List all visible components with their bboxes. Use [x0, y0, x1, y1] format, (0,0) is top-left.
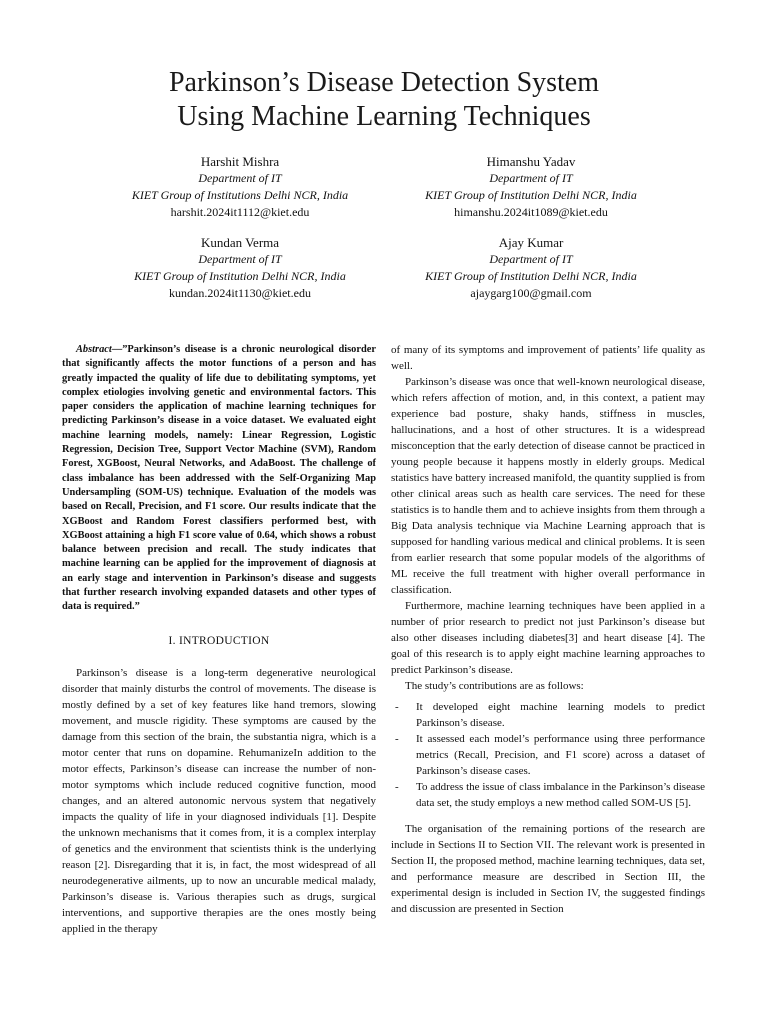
author-institution: KIET Group of Institution Delhi NCR, India: [134, 269, 346, 283]
author-email: himanshu.2024it1089@kiet.edu: [454, 205, 608, 219]
intro-paragraph-1: Parkinson’s disease is a long-term degenerative neurological disorder that mainly disturbs the control of movements. The disease is mostly defined by a set of key features like hand tremors, slowing movement, and muscle rigidity. These symptoms are caused by the damage from this section of the brain, the substantia nigra, which is a motor center that runs on dopamine. RehumanizeIn addition to the motor effects, Parkinson’s disease can increase the number of non-motor symptoms which include reduced cognitive function, mood changes, and an altered autonomic nervous system that negatively impacts the quality of life in your diagnosed individuals [1]. Despite the unknown mechanisms that it comes from, it is a complex interplay of genetics and the environment that scientists think is the underlying reason [2]. Disregarding that it is, in fact, the most widespread of all neurodegenerative ailments, up to now an uncurable medical malady, Parkinson’s disease is. Various therapies such as drugs, surgical interventions, and supportive therapies are the ones mostly being applied in the therapy: [62, 666, 376, 935]
author-department: Department of IT: [198, 252, 282, 266]
author-name: Harshit Mishra: [200, 154, 280, 169]
abstract-text: —”Parkinson’s disease is a chronic neurological disorder that significantly affects the motor functions of a person and has greatly impacted the quality of life due to debilitating symptoms, yet complex etiologies involving genetic and environmental factors. This paper considers the application of machine learning techniques for predicting Parkinson’s disease in a voice dataset. We evaluated eight machine learning models, namely: Linear Regression, Logistic Regression, Decision Tree, Support Vector Machine (SVM), Random Forest, XGBoost, Neural Networks, and AdaBoost. The challenge of class imbalance has been addressed with the Self-Organizing Map Undersampling (SOM-US) technique. Evaluation of the models was based on Recall, Precision, and F1 score. Our results indicate that the XGBoost and Random Forest classifiers performed best, with XGBoost attaining a high F1 score value of 0.64, which shows a robust balance between precision and recall. The study indicates that machine learning can be applied for the improvement of diagnosis at an early stage and intervention in Parkinson’s disease and suggests that further research involving expanded datasets and other types of data is required.”: [62, 344, 376, 613]
author-email: harshit.2024it1112@kiet.edu: [170, 205, 310, 219]
author-block-1: [95, 153, 385, 221]
bullet-dash-icon: -: [395, 733, 399, 745]
abstract: [62, 343, 376, 615]
author-name: Ajay Kumar: [498, 235, 564, 250]
right-column: [391, 342, 705, 917]
paper-title: [0, 66, 768, 134]
author-block-2: [386, 153, 676, 221]
title-line-2: Using Machine Learning Techniques: [177, 101, 591, 132]
author-email: ajaygarg100@gmail.com: [470, 286, 592, 300]
author-institution: KIET Group of Institutions Delhi NCR, India: [131, 188, 349, 202]
right-paragraph-continued: of many of its symptoms and improvement of patients’ life quality as well.: [391, 344, 705, 372]
author-name: Himanshu Yadav: [486, 154, 576, 169]
author-email: kundan.2024it1130@kiet.edu: [169, 286, 311, 300]
abstract-label: Abstract: [76, 344, 112, 355]
title-line-1: Parkinson’s Disease Detection System: [168, 67, 600, 98]
author-name: Kundan Verma: [200, 235, 280, 250]
author-institution: KIET Group of Institution Delhi NCR, India: [425, 188, 637, 202]
right-paragraph-4: The organisation of the remaining portions of the research are include in Sections II to Section VII. The relevant work is presented in Section II, the proposed method, machine learning techniques, data set, and performance measure are described in Section III, the experimental design is included in Section IV, the suggested findings and discussion are presented in Section: [391, 823, 705, 915]
section-heading-introduction: I. INTRODUCTION: [168, 634, 270, 647]
author-department: Department of IT: [489, 252, 573, 266]
list-item: - It developed eight machine learning models to predict Parkinson’s disease.: [395, 701, 705, 729]
contributions-list: [391, 699, 705, 811]
list-item: - It assessed each model’s performance using three performance metrics (Recall, Precision, and F1 score) across a dataset of Parkinson’s disease cases.: [395, 733, 705, 777]
author-institution: KIET Group of Institution Delhi NCR, India: [425, 269, 637, 283]
bullet-dash-icon: -: [395, 701, 399, 713]
author-block-4: [386, 234, 676, 302]
contributions-intro: The study’s contributions are as follows:: [405, 680, 584, 692]
left-column: [62, 343, 376, 937]
right-paragraph-1: Parkinson’s disease was once that well-known neurological disease, which refers affection of motion, and, in this context, a patient may experience bad posture, shaky hands, stiffness in muscles, hallucinations, and a host of other structures. It is a widespread misconception that the early detection of disease cannot be practiced in young people because it happens mostly in elderly groups. Medical statistics have battery increased manifold, the quantity supplied is from other clinical areas such as health care services. The need for these statistics is to handle them and to achieve insights from them through a Big Data analysis technique via Machine Learning approach that is supposed for handling various medical and clinical problems. It is seen from earlier research that some popular models of the algorithms of ML receive the full treatment with higher overall performance in classification.: [391, 376, 705, 596]
author-department: Department of IT: [489, 171, 573, 185]
bullet-dash-icon: -: [395, 781, 399, 793]
list-item: - To address the issue of class imbalance in the Parkinson’s disease data set, the study employs a new method called SOM-US [5].: [395, 781, 705, 809]
author-block-3: [95, 234, 385, 302]
right-paragraph-2: Furthermore, machine learning techniques have been applied in a number of prior research to predict not just Parkinson’s disease but also other diseases including diabetes[3] and heart disease [4]. The goal of this research is to apply eight machine learning approaches to predict Parkinson’s disease.: [391, 600, 705, 676]
author-department: Department of IT: [198, 171, 282, 185]
